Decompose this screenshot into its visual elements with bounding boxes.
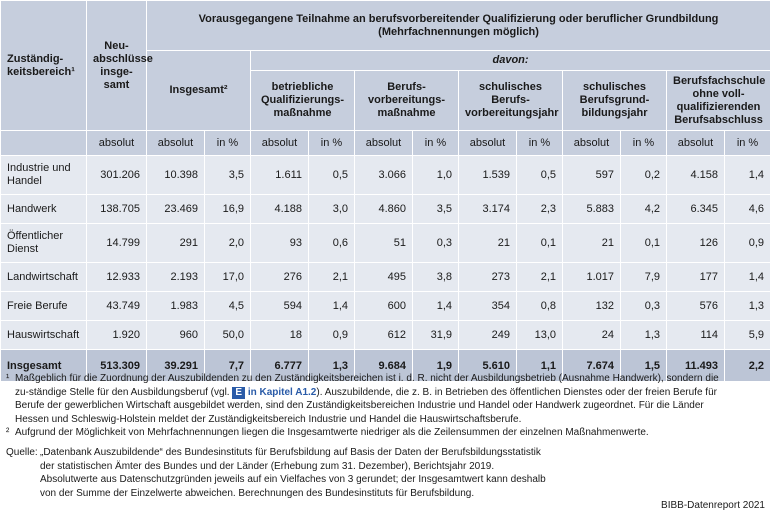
header-vorausgegangene-title: Vorausgegangene Teilnahme an berufsvorbereitender Qualifizierung oder beruflicher Grundbildung (198, 12, 719, 25)
footnote-1-mark: ¹ (6, 373, 10, 384)
table-cell: 7,7 (205, 350, 251, 382)
table-cell: 0,5 (309, 156, 355, 195)
table-cell: 39.291 (147, 350, 205, 382)
table-cell: 0,9 (309, 321, 355, 350)
table-cell: 11.493 (667, 350, 725, 382)
subheader-in-pct: in % (517, 131, 563, 156)
subheader-absolut: absolut (667, 131, 725, 156)
table-cell: 13,0 (517, 321, 563, 350)
table-cell: 3,0 (309, 195, 355, 224)
credit: BIBB-Datenreport 2021 (661, 500, 765, 511)
subheader-absolut: absolut (563, 131, 621, 156)
table-cell: 5.610 (459, 350, 517, 382)
row-label: Freie Berufe (1, 292, 87, 321)
table-cell: 17,0 (205, 263, 251, 292)
kapitel-link[interactable]: in Kapitel A1.2 (247, 386, 317, 398)
table-cell: 10.398 (147, 156, 205, 195)
table-cell: 1,3 (621, 321, 667, 350)
table-cell: 51 (355, 224, 413, 263)
table-cell: 594 (251, 292, 309, 321)
table-cell: 6.777 (251, 350, 309, 382)
table-cell: 0,3 (621, 292, 667, 321)
table-cell: 1.539 (459, 156, 517, 195)
table-cell: 2,3 (517, 195, 563, 224)
table-cell: 1,1 (517, 350, 563, 382)
table-cell: 960 (147, 321, 205, 350)
table-cell: 276 (251, 263, 309, 292)
table-cell: 5.883 (563, 195, 621, 224)
table-cell: 177 (667, 263, 725, 292)
table-cell: 16,9 (205, 195, 251, 224)
table-cell: 0,1 (517, 224, 563, 263)
table-cell: 12.933 (87, 263, 147, 292)
table-cell: 3.066 (355, 156, 413, 195)
table-cell: 2,1 (309, 263, 355, 292)
row-label: Hauswirtschaft (1, 321, 87, 350)
table-row (1, 195, 771, 224)
header-zustaendigkeitsbereich: Zuständig-keitsbereich¹ (1, 1, 87, 131)
header-insgesamt: Insgesamt² (147, 51, 251, 131)
row-label: Landwirtschaft (1, 263, 87, 292)
table-cell: 1,0 (413, 156, 459, 195)
table-cell: 18 (251, 321, 309, 350)
source (6, 446, 724, 500)
table-cell: 1,4 (413, 292, 459, 321)
table-cell: 21 (459, 224, 517, 263)
table-cell: 576 (667, 292, 725, 321)
table-cell: 3,5 (205, 156, 251, 195)
table-cell: 273 (459, 263, 517, 292)
table-cell: 301.206 (87, 156, 147, 195)
table-cell: 1.611 (251, 156, 309, 195)
table-cell: 4,5 (205, 292, 251, 321)
footnote-2-text: Aufgrund der Möglichkeit von Mehrfachnennungen liegen die Insgesamtwerte niedriger als die Zeilensummen der einzelnen Maßnahmenwerte. (15, 427, 649, 439)
subheader-absolut: absolut (147, 131, 205, 156)
footnote-2-mark: ² (6, 427, 10, 439)
table-cell: 612 (355, 321, 413, 350)
header-col-berufsfachschule: Berufsfachschule ohne voll-qualifizierenden Berufsabschluss (667, 71, 771, 131)
table-cell: 138.705 (87, 195, 147, 224)
table-cell: 1,3 (725, 292, 771, 321)
table-cell: 495 (355, 263, 413, 292)
footnote-1-text-b: ). Auszubildende, die z. B. in Betrieben des öffentlichen Dienstes oder der freien Berufe für Berufe der gewerblichen Wirtschaft ausgebildet werden, sind den Zuständigkeitsbereichen Industrie und Handel oder Handwerk zugeordnet. Für die Länder Hessen und Schleswig-Holstein meldet der Zuständigkeitsbereich Industrie und Handel die Hauswirtschaftsberufe. (15, 386, 717, 425)
header-col-schulisches-bvj: schulisches Berufs-vorbereitungsjahr (459, 71, 563, 131)
table-cell: 7,9 (621, 263, 667, 292)
table-cell: 0,2 (621, 156, 667, 195)
table-cell: 4,6 (725, 195, 771, 224)
table-cell: 114 (667, 321, 725, 350)
table-cell: 0,6 (309, 224, 355, 263)
table-cell: 14.799 (87, 224, 147, 263)
source-label: Quelle: (6, 446, 38, 458)
header-mehrfachnennungen: (Mehrfachnennungen möglich) (378, 25, 539, 38)
table-cell: 291 (147, 224, 205, 263)
table-cell: 31,9 (413, 321, 459, 350)
table-cell: 1,4 (309, 292, 355, 321)
subheader-in-pct: in % (725, 131, 771, 156)
header-col-schulisches-bgj: schulisches Berufsgrund-bildungsjahr (563, 71, 667, 131)
row-label: Industrie und Handel (1, 156, 87, 195)
subheader-in-pct: in % (621, 131, 667, 156)
table-cell: 50,0 (205, 321, 251, 350)
table-cell: 1,3 (309, 350, 355, 382)
header-neuabschluesse: Neu-abschlüsse insge-samt (87, 1, 147, 131)
source-text: „Datenbank Auszubildende“ des Bundesinstituts für Berufsbildung auf Basis der Daten der Berufsbildungsstatistik der statistischen Ämter des Bundes und der Länder (Erhebung zum 31. Dezember), Berichtsjahr 2019. Absolutwerte aus Datenschutzgründen jeweils auf ein Vielfaches von 3 gerundet; der Insgesamtwert kann deshalb von der Summe der Einzelwerte abweichen. Berechnungen des Bundesinstituts für Berufsbildung. (40, 446, 546, 499)
table-cell: 24 (563, 321, 621, 350)
row-label: Insgesamt (1, 350, 87, 382)
table-cell: 1,4 (725, 263, 771, 292)
subheader-in-pct: in % (413, 131, 459, 156)
table-cell: 4.860 (355, 195, 413, 224)
header-vorausgegangene-teilnahme (147, 1, 771, 51)
table-cell: 4,2 (621, 195, 667, 224)
table-row (1, 292, 771, 321)
table-cell: 2,2 (725, 350, 771, 382)
subheader-absolut: absolut (87, 131, 147, 156)
table-cell: 1,5 (621, 350, 667, 382)
table-cell: 597 (563, 156, 621, 195)
table-cell: 1,9 (413, 350, 459, 382)
subheader-in-pct: in % (309, 131, 355, 156)
table-cell: 0,3 (413, 224, 459, 263)
table-cell: 0,1 (621, 224, 667, 263)
header-davon: davon: (251, 51, 771, 71)
footnote-1-text (15, 372, 724, 426)
table-body (1, 156, 771, 382)
table-cell: 3.174 (459, 195, 517, 224)
footnote-1 (6, 372, 724, 426)
table-cell: 4.188 (251, 195, 309, 224)
header-col-betriebliche: betriebliche Qualifizierungs-maßnahme (251, 71, 355, 131)
table-cell: 2.193 (147, 263, 205, 292)
table-cell: 23.469 (147, 195, 205, 224)
subheader-empty (1, 131, 87, 156)
footnotes (6, 372, 724, 500)
table-row (1, 321, 771, 350)
info-e-badge-icon[interactable]: E (232, 387, 245, 399)
header-col-berufsvorbereitung: Berufs-vorbereitungs-maßnahme (355, 71, 459, 131)
table-cell: 354 (459, 292, 517, 321)
table-cell: 21 (563, 224, 621, 263)
table-cell: 1.017 (563, 263, 621, 292)
table-cell: 3,8 (413, 263, 459, 292)
table-row (1, 224, 771, 263)
table-cell: 2,1 (517, 263, 563, 292)
table-cell: 1.920 (87, 321, 147, 350)
table-cell: 1,4 (725, 156, 771, 195)
table-cell: 3,5 (413, 195, 459, 224)
table-cell: 9.684 (355, 350, 413, 382)
table-cell: 0,5 (517, 156, 563, 195)
table-cell: 0,9 (725, 224, 771, 263)
subheader-absolut: absolut (355, 131, 413, 156)
table-cell: 93 (251, 224, 309, 263)
table-cell: 132 (563, 292, 621, 321)
table-cell: 513.309 (87, 350, 147, 382)
table-row (1, 263, 771, 292)
table-cell: 43.749 (87, 292, 147, 321)
subheader-in-pct: in % (205, 131, 251, 156)
table-cell: 600 (355, 292, 413, 321)
table-cell: 2,0 (205, 224, 251, 263)
row-label: Handwerk (1, 195, 87, 224)
row-label: Öffentlicher Dienst (1, 224, 87, 263)
subheader-absolut: absolut (459, 131, 517, 156)
table-cell: 1.983 (147, 292, 205, 321)
footnote-2 (6, 426, 724, 440)
footnote-1-text-a: Maßgeblich für die Zuordnung der Auszubildenden zu den Zuständigkeitsbereichen ist i. d. R. nicht der Ausbildungsbetrieb (Ausnahme Handwerk), sondern die zu-ständige Stelle für den Ausbildungsberuf (vgl. (15, 373, 719, 398)
table-row (1, 156, 771, 195)
table-cell: 249 (459, 321, 517, 350)
table-cell: 6.345 (667, 195, 725, 224)
table-cell: 126 (667, 224, 725, 263)
table-cell: 4.158 (667, 156, 725, 195)
table-cell: 7.674 (563, 350, 621, 382)
subheader-absolut: absolut (251, 131, 309, 156)
table-cell: 0,8 (517, 292, 563, 321)
table-cell: 5,9 (725, 321, 771, 350)
